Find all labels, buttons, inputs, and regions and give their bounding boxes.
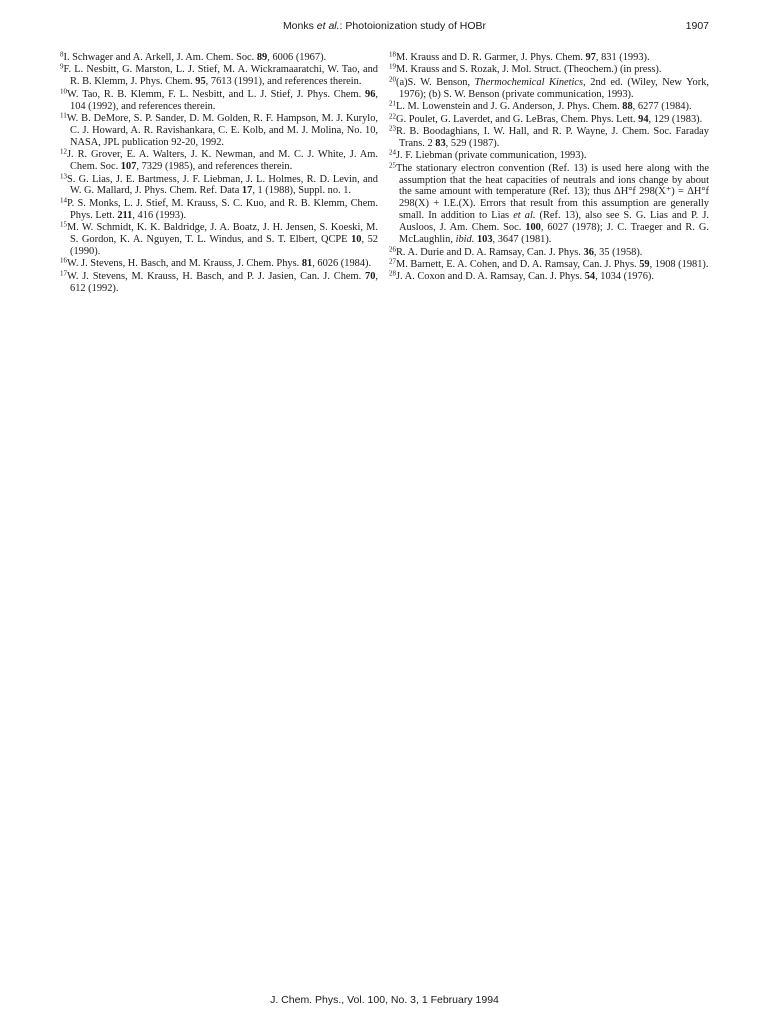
reference-number: 10 [60, 87, 67, 96]
reference-text: (a)S. W. Benson, [396, 76, 475, 88]
reference-text: , 35 (1958). [593, 246, 643, 258]
reference-text: The stationary electron convention (Ref. 13) is used here along with the assumption that the heat capacities of neutrals and ions change by about the same amount with temperature (Ref. 13); thus ΔH°f 298(X⁺) = ΔH°f 298(X) + I.E.(X). Errors that result from this assumption are generally small. In addition to Lias [396, 162, 709, 222]
reference-item [389, 114, 709, 126]
volume-number: 89 [256, 52, 268, 63]
reference-number: 11 [60, 111, 67, 120]
reference-text: W. B. DeMore, S. P. Sander, D. M. Golden, R. F. Hampson, M. J. Kurylo, C. J. Howard, A. R. Ravishankara, C. E. Kolb, and M. J. Molina, No. 10, NASA, JPL publication 92-20, 1992. [66, 113, 378, 148]
running-title-etal: et al. [316, 20, 340, 32]
reference-number: 12 [60, 147, 67, 156]
volume-number: 10 [351, 234, 362, 246]
references-left-column [60, 52, 378, 295]
reference-text: M. W. Schmidt, K. K. Baldridge, J. A. Boatz, J. H. Jensen, S. Koeski, M. S. Gordon, K. A. Nguyen, T. L. Windus, and S. T. Elbert, QCPE [67, 222, 378, 246]
reference-number: 25 [389, 161, 396, 170]
journal-footer: J. Chem. Phys., Vol. 100, No. 3, 1 February 1994 [270, 994, 499, 1006]
reference-text: , 129 (1983). [648, 113, 703, 125]
reference-item [60, 222, 378, 258]
running-head [60, 20, 709, 34]
reference-number: 21 [389, 99, 396, 108]
reference-number: 18 [389, 50, 396, 59]
reference-item [60, 258, 378, 270]
reference-item [60, 89, 378, 113]
volume-number: 94 [638, 113, 649, 125]
reference-text: J. R. Grover, E. A. Walters, J. K. Newman, and M. C. J. White, J. Am. Chem. Soc. [67, 149, 378, 173]
reference-text: , 6006 (1967). [267, 52, 327, 63]
volume-number: 81 [301, 258, 313, 270]
reference-number: 19 [389, 62, 396, 71]
volume-number: 54 [584, 271, 596, 283]
reference-item [389, 271, 709, 283]
reference-text: , 7613 (1991), and references therein. [205, 76, 362, 88]
reference-text: , 52 (1990). [70, 234, 378, 257]
reference-text: , 7329 (1985), and references therein. [136, 161, 293, 173]
reference-text: W. J. Stevens, H. Basch, and M. Krauss, J. Chem. Phys. [67, 258, 302, 270]
italic-text: et al. [513, 210, 536, 222]
volume-number: 107 [120, 161, 137, 173]
reference-number: 24 [389, 148, 396, 157]
reference-text: W. Tao, R. B. Klemm, F. L. Nesbitt, and L. J. Stief, J. Phys. Chem. [67, 88, 365, 100]
volume-number: 83 [435, 137, 446, 149]
page-number: 1907 [685, 20, 709, 32]
reference-item [389, 150, 709, 162]
reference-text: R. A. Durie and D. A. Ramsay, Can. J. Phys. [396, 246, 584, 258]
volume-number: 17 [241, 185, 253, 197]
reference-text: F. L. Nesbitt, G. Marston, L. J. Stief, M. A. Wickramaaratchi, W. Tao, and R. B. Klemm, J. Phys. Chem. [63, 64, 378, 88]
reference-text: , 831 (1993). [595, 52, 650, 63]
reference-item [389, 77, 709, 101]
reference-text: L. M. Lowenstein and J. G. Anderson, J. Phys. Chem. [396, 101, 623, 113]
italic-text: Thermochemical Kinetics [474, 76, 584, 88]
running-title-authors: Monks [282, 20, 317, 32]
reference-number: 17 [60, 269, 67, 278]
reference-text: , 612 (1992). [70, 270, 378, 294]
reference-number: 8 [60, 50, 64, 59]
references-right-column [389, 52, 709, 284]
italic-text: ibid. [455, 234, 475, 246]
reference-number: 14 [60, 196, 67, 205]
reference-text: , 1 (1988), Suppl. no. 1. [252, 185, 352, 197]
volume-number: 95 [195, 76, 206, 88]
reference-number: 15 [60, 220, 67, 229]
volume-number: 97 [585, 52, 596, 63]
reference-text: M. Barnett, E. A. Cohen, and D. A. Ramsay, Can. J. Phys. [396, 258, 640, 270]
reference-number: 13 [60, 172, 67, 181]
reference-number: 16 [60, 256, 67, 265]
reference-item [60, 149, 378, 173]
reference-text: S. G. Lias, J. E. Bartmess, J. F. Liebman, J. L. Holmes, R. D. Levin, and W. G. Mallard, J. Phys. Chem. Ref. Data [67, 173, 378, 197]
reference-text: W. J. Stevens, M. Krauss, H. Basch, and P. J. Jasien, Can. J. Chem. [67, 270, 365, 282]
reference-text: M. Krauss and D. R. Garmer, J. Phys. Chem. [396, 52, 586, 63]
reference-text: , 2nd ed. (Wiley, New York, 1976); (b) S. W. Benson (private communication, 1993). [399, 76, 710, 100]
reference-text: , 104 (1992), and references therein. [70, 88, 378, 112]
reference-item [60, 271, 378, 295]
reference-number: 9 [60, 62, 64, 71]
reference-number: 28 [389, 269, 396, 278]
reference-item [389, 126, 709, 150]
reference-item [389, 247, 709, 259]
reference-item [60, 113, 378, 149]
reference-item [389, 52, 709, 64]
reference-text: J. F. Liebman (private communication, 1993). [396, 150, 587, 162]
reference-text: , 1908 (1981). [649, 258, 709, 270]
running-title [60, 20, 709, 32]
volume-number: 103 [476, 234, 493, 246]
reference-text: , 416 (1993). [132, 209, 187, 221]
reference-text: , 529 (1987). [445, 137, 500, 149]
reference-text: , 6026 (1984). [312, 258, 372, 270]
volume-number: 211 [117, 209, 133, 221]
reference-item [60, 198, 378, 222]
volume-number: 70 [365, 270, 376, 282]
reference-text: G. Poulet, G. Laverdet, and G. LeBras, Chem. Phys. Lett. [396, 113, 639, 125]
reference-item [389, 163, 709, 246]
reference-item [389, 64, 709, 76]
reference-text: , 6027 (1978); J. C. Traeger and R. G. McLaughlin, [399, 222, 709, 246]
reference-text: , 3647 (1981). [492, 234, 552, 246]
reference-text: , 6277 (1984). [632, 101, 692, 113]
volume-number: 88 [622, 101, 633, 113]
reference-number: 27 [389, 257, 396, 266]
volume-number: 96 [365, 88, 376, 100]
reference-number: 22 [389, 112, 396, 121]
reference-text: M. Krauss and S. Rozak, J. Mol. Struct. (Theochem.) (in press). [396, 64, 662, 76]
reference-item [60, 174, 378, 198]
running-title-text: : Photoionization study of HOBr [339, 20, 487, 32]
reference-number: 20 [389, 75, 396, 84]
reference-item [60, 64, 378, 88]
reference-number: 23 [389, 124, 396, 133]
reference-item [60, 52, 378, 64]
reference-text: (Ref. 13), also see S. G. Lias and P. J. Ausloos, J. Am. Chem. Soc. [399, 210, 709, 234]
volume-number: 36 [583, 246, 594, 258]
reference-number: 26 [389, 245, 396, 253]
reference-text: , 1034 (1976). [595, 271, 654, 283]
reference-text: P. S. Monks, L. J. Stief, M. Krauss, S. C. Kuo, and R. B. Klemm, Chem. Phys. Lett. [67, 197, 378, 221]
reference-text: R. B. Boodaghians, I. W. Hall, and R. P. Wayne, J. Chem. Soc. Faraday Trans. 2 [396, 125, 709, 149]
reference-item [389, 259, 709, 271]
reference-text: J. A. Coxon and D. A. Ramsay, Can. J. Phys. [396, 271, 585, 283]
volume-number: 59 [639, 258, 650, 270]
reference-text: I. Schwager and A. Arkell, J. Am. Chem. Soc. [63, 52, 257, 63]
reference-item [389, 101, 709, 113]
volume-number: 100 [525, 222, 541, 234]
